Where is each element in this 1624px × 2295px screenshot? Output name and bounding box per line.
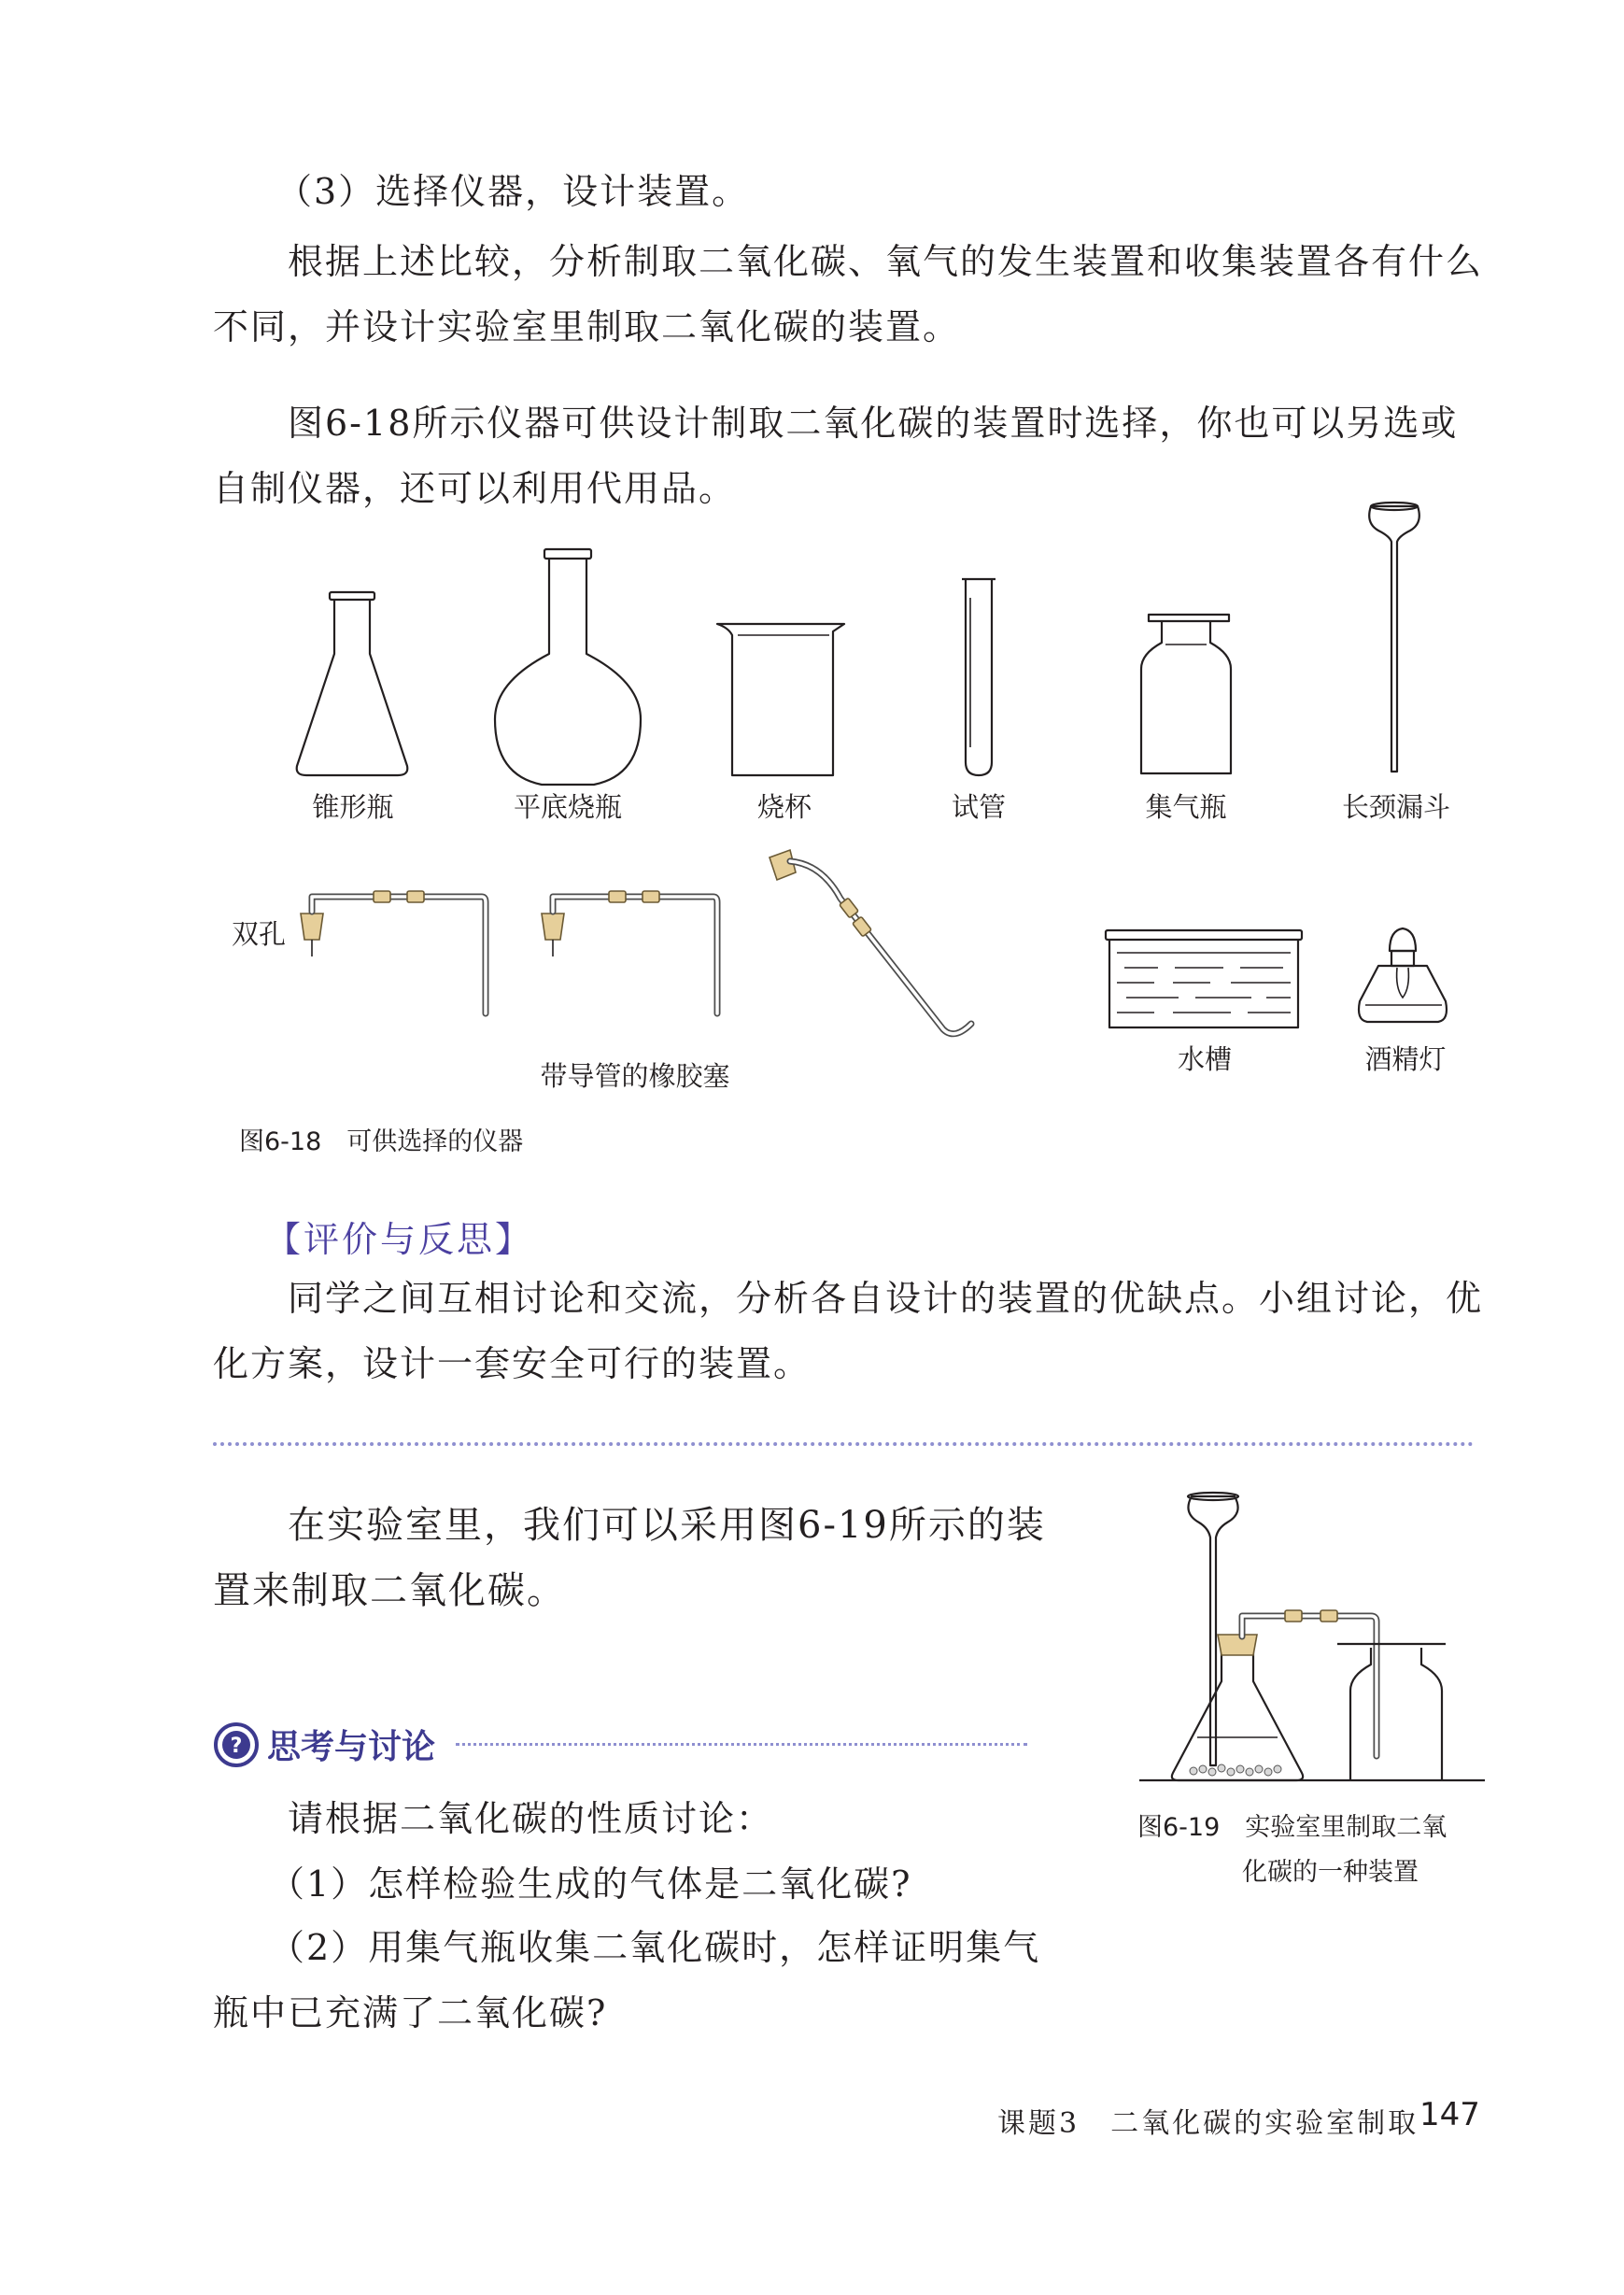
paragraph-compare-line2: 不同，并设计实验室里制取二氧化碳的装置。 — [213, 306, 961, 347]
think-intro: 请根据二氧化碳的性质讨论： — [288, 1798, 774, 1839]
stopper-tube-1-icon — [301, 891, 486, 1013]
think-discuss-title: 思考与讨论 — [267, 1728, 436, 1766]
think-question-2-line1: （2）用集气瓶收集二氧化碳时，怎样证明集气 — [269, 1927, 1041, 1968]
figure-6-19-caption-line1: 图6-19 实验室里制取二氧 — [1137, 1813, 1447, 1842]
label-funnel: 长颈漏斗 — [1341, 791, 1450, 823]
test-tube-icon — [962, 579, 996, 775]
beaker-icon — [717, 624, 844, 775]
figure-6-19-apparatus — [1121, 1476, 1494, 1793]
think-discuss-header — [213, 1721, 435, 1768]
svg-text:?: ? — [230, 1734, 243, 1758]
alcohol-lamp-icon — [1359, 928, 1447, 1022]
lab-line1: 在实验室里，我们可以采用图6-19所示的装 — [288, 1504, 1046, 1547]
flat-bottom-flask-icon — [495, 549, 641, 785]
section-divider — [213, 1442, 1474, 1446]
stopper-tube-2-icon — [542, 891, 717, 1013]
label-alcohol-lamp: 酒精灯 — [1364, 1043, 1447, 1075]
think-divider — [456, 1743, 1027, 1746]
figure-6-18-caption: 图6-18 可供选择的仪器 — [239, 1127, 524, 1156]
label-gas-jar: 集气瓶 — [1145, 791, 1227, 823]
step3-heading: （3）选择仪器，设计装置。 — [276, 171, 750, 212]
label-double-hole: 双孔 — [232, 918, 287, 950]
paragraph-instruments-line1: 图6-18所示仪器可供设计制取二氧化碳的装置时选择，你也可以另选或 — [288, 403, 1459, 444]
paragraph-compare-line1: 根据上述比较，分析制取二氧化碳、氧气的发生装置和收集装置各有什么 — [288, 241, 1484, 282]
label-flat-flask: 平底烧瓶 — [513, 791, 622, 823]
think-question-1: （1）怎样检验生成的气体是二氧化碳? — [269, 1863, 912, 1905]
gas-jar-icon — [1141, 615, 1231, 773]
lab-line2: 置来制取二氧化碳。 — [213, 1569, 566, 1612]
erlenmeyer-flask-icon — [297, 592, 408, 775]
think-question-2-line2: 瓶中已充满了二氧化碳? — [213, 1992, 608, 2033]
evaluation-line1: 同学之间互相讨论和交流，分析各自设计的装置的优缺点。小组讨论，优 — [288, 1278, 1484, 1319]
label-stopper-tube: 带导管的橡胶塞 — [540, 1060, 730, 1092]
question-icon — [213, 1721, 260, 1768]
evaluation-heading: 【评价与反思】 — [265, 1219, 534, 1260]
page-number: 147 — [1419, 2096, 1480, 2133]
footer-lesson: 课题3 二氧化碳的实验室制取 — [997, 2107, 1419, 2140]
label-water-trough: 水槽 — [1177, 1043, 1232, 1075]
paragraph-instruments-line2: 自制仪器，还可以利用代用品。 — [213, 468, 737, 509]
label-erlenmeyer: 锥形瓶 — [312, 791, 394, 823]
stopper-bent-tube-icon — [770, 850, 971, 1034]
evaluation-line2: 化方案，设计一套安全可行的装置。 — [213, 1343, 812, 1384]
figure-6-19-caption-line2: 化碳的一种装置 — [1242, 1858, 1419, 1887]
long-neck-funnel-icon — [1369, 503, 1419, 772]
label-beaker: 烧杯 — [756, 791, 812, 823]
label-test-tube: 试管 — [951, 791, 1006, 823]
water-trough-icon — [1106, 930, 1302, 1027]
